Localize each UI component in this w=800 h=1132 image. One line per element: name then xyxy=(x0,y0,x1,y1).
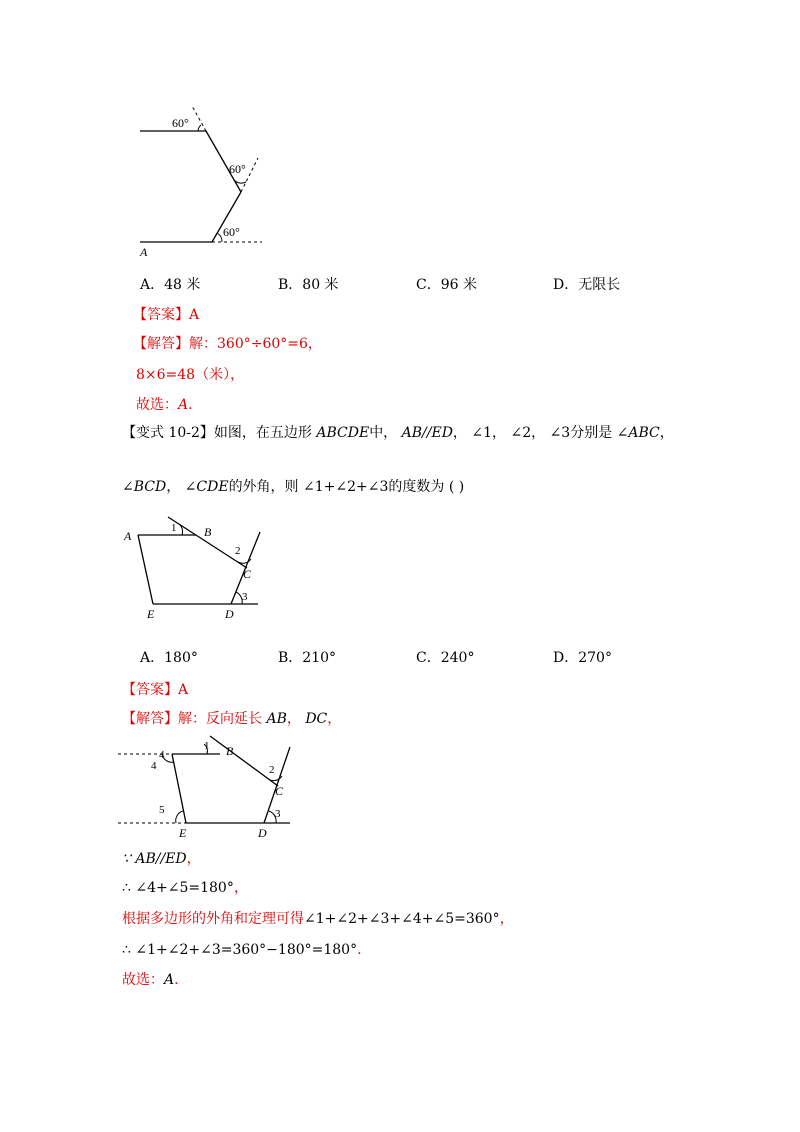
option-value: 240° xyxy=(440,650,475,666)
q2-option-c xyxy=(416,649,474,667)
solution-text: 解：360°÷60°=6， xyxy=(189,336,322,352)
q2-option-d xyxy=(553,649,612,667)
answer-label: 【答案】 xyxy=(133,307,189,323)
fig2-angle-1: 1 xyxy=(171,522,177,534)
option-value: 270° xyxy=(578,650,612,666)
q2-sep: ， xyxy=(452,425,467,441)
proof-because xyxy=(122,850,201,868)
fig3-angle-4b: 4 xyxy=(151,760,157,772)
q2-ang1: ∠1 xyxy=(471,425,493,441)
q2-statement-line2 xyxy=(122,478,464,496)
q2-text2: 中， xyxy=(369,425,398,441)
q2-sep: ， xyxy=(492,425,507,441)
q2-ang3: ∠3 xyxy=(549,425,571,441)
fig2-angle-2: 2 xyxy=(235,545,241,557)
figure-pentagon-extended xyxy=(118,732,298,842)
answer-value: A xyxy=(178,682,189,698)
q2-sep: ， xyxy=(531,425,546,441)
option-label: A． xyxy=(140,650,165,666)
because-end: ， xyxy=(186,851,201,867)
fig3-angle-5: 5 xyxy=(159,804,165,816)
q2-ang2: ∠2 xyxy=(510,425,532,441)
solution-label: 【解答】 xyxy=(122,711,178,727)
option-label: B． xyxy=(278,650,303,666)
proof-theorem xyxy=(122,910,514,928)
q2-answer xyxy=(122,681,188,699)
q2-cde: ∠CDE xyxy=(184,479,229,495)
fig2-label-e: E xyxy=(147,607,155,621)
answer-value: A xyxy=(189,307,200,323)
figure-polyline-angles xyxy=(130,104,280,260)
fig3-label-b: B xyxy=(226,744,234,758)
q2-abc: ∠ABC xyxy=(616,425,660,441)
conclusion-value: A xyxy=(178,397,189,413)
q2-option-b xyxy=(278,649,336,667)
fig2-label-a: A xyxy=(124,529,132,543)
option-label: C． xyxy=(416,650,441,666)
q1-conclusion xyxy=(136,396,193,414)
q1-solution-line1 xyxy=(133,335,322,353)
fig1-angle-top: 60° xyxy=(172,116,189,130)
therefore1-end: ， xyxy=(233,880,248,896)
q2-sep: ， xyxy=(659,425,674,441)
q1-answer xyxy=(133,306,199,324)
fig2-label-c: C xyxy=(243,567,252,581)
segment-dc: DC xyxy=(305,711,328,727)
q1-option-a: A．48 米 xyxy=(140,277,201,293)
figure-pentagon xyxy=(120,512,270,622)
q2-text4: 的外角，则 xyxy=(228,479,299,495)
q2-text3: 分别是 xyxy=(570,425,613,441)
therefore2-end: . xyxy=(357,942,362,958)
proof-therefore2 xyxy=(122,941,362,959)
fig2-angle-3: 3 xyxy=(242,591,248,603)
therefore1-text: ∴ ∠4+∠5=180° xyxy=(122,880,234,896)
option-label: D． xyxy=(553,650,579,666)
fig3-angle-4a: 4 xyxy=(159,749,165,761)
fig1-angle-bottom: 60° xyxy=(223,225,240,239)
fig1-point-a: A xyxy=(140,245,148,259)
solution-comma: ， xyxy=(286,711,301,727)
conclusion-suffix: . xyxy=(174,972,179,988)
segment-ab: AB xyxy=(266,711,287,727)
theorem-end: ， xyxy=(499,911,514,927)
q1-option-d: D．无限长 xyxy=(553,277,621,293)
solution-comma: ， xyxy=(327,711,342,727)
theorem-expr: ∠1+∠2+∠3+∠4+∠5=360° xyxy=(304,911,500,927)
q2-parallel: AB//ED xyxy=(401,425,453,441)
option-value: 210° xyxy=(302,650,337,666)
therefore2-text: ∴ ∠1+∠2+∠3=360°−180°=180° xyxy=(122,942,358,958)
fig3-label-e: E xyxy=(179,826,187,840)
q2-text5: 的度数为 xyxy=(388,479,445,495)
q1-option-b: B．80 米 xyxy=(278,277,339,293)
proof-conclusion xyxy=(122,971,179,989)
q2-sep: ， xyxy=(166,479,181,495)
q2-solution-intro xyxy=(122,710,341,728)
proof-therefore1 xyxy=(122,879,248,897)
fig3-label-d: D xyxy=(258,826,267,840)
fig3-angle-3: 3 xyxy=(275,808,281,820)
q2-bcd: ∠BCD xyxy=(122,479,167,495)
q2-pentagon: ABCDE xyxy=(316,425,370,441)
theorem-text: 根据多边形的外角和定理可得 xyxy=(122,911,304,927)
conclusion-value: A xyxy=(164,972,175,988)
fig2-label-d: D xyxy=(225,607,234,621)
q2-statement-line1 xyxy=(122,424,674,442)
fig3-angle-2: 2 xyxy=(269,764,275,776)
solution-intro: 解：反向延长 xyxy=(178,711,262,727)
conclusion-prefix: 故选： xyxy=(122,972,164,988)
q2-paren: ( ) xyxy=(448,479,465,495)
q1-solution-line2: 8×6=48（米）， xyxy=(136,367,245,383)
q1-option-c: C．96 米 xyxy=(416,277,477,293)
fig3-label-c: C xyxy=(275,784,284,798)
option-value: 180° xyxy=(164,650,198,666)
conclusion-suffix: . xyxy=(188,397,193,413)
solution-label: 【解答】 xyxy=(133,336,189,352)
q2-text1: 如图，在五边形 xyxy=(213,425,312,441)
q2-tag: 【变式 10-2】 xyxy=(122,425,214,441)
q2-option-a xyxy=(140,649,198,667)
fig1-angle-mid: 60° xyxy=(229,162,246,176)
q2-expr: ∠1+∠2+∠3 xyxy=(303,479,389,495)
conclusion-prefix: 故选： xyxy=(136,397,178,413)
answer-label: 【答案】 xyxy=(122,682,178,698)
fig3-angle-1: 1 xyxy=(204,740,210,752)
because-text: ∵ AB//ED xyxy=(122,851,187,867)
fig2-label-b: B xyxy=(204,525,212,539)
